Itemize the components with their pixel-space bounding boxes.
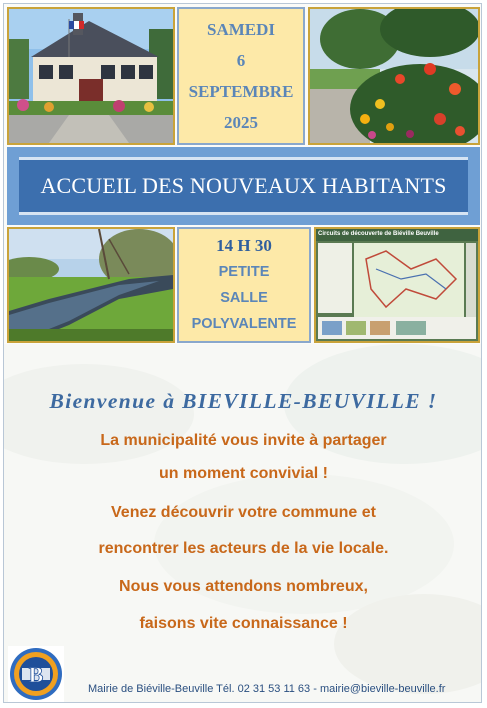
event-time: 14 H 30 [216,236,272,255]
date-day: 6 [236,51,246,70]
date-month: SEPTEMBRE [188,82,294,101]
map-panel-title: Circuits de découverte de Biéville Beuville [318,231,439,237]
logo-letter: B [28,662,44,687]
discovery-trail-map-photo [314,227,480,343]
message-line-1: La municipalité vous invite à partager [100,432,387,449]
venue-line-2: SALLE [220,290,268,306]
message-line-6: faisons vite connaissance ! [139,615,348,632]
venue-box [177,227,311,343]
date-year: 2025 [224,113,258,132]
message-line-3: Venez découvrir votre commune et [111,504,376,521]
venue-line-3: POLYVALENTE [191,316,297,332]
flower-bed-photo [308,7,480,145]
town-hall-photo [7,7,175,145]
river-photo [7,227,175,343]
welcome-heading: Bienvenue à BIEVILLE-BEUVILLE ! [49,389,438,413]
commune-logo [8,646,64,702]
banner-title: ACCUEIL DES NOUVEAUX HABITANTS [40,173,447,198]
message-line-2: un moment convivial ! [159,465,328,482]
date-day-name: SAMEDI [206,20,275,39]
poster [3,3,482,703]
message-line-4: rencontrer les acteurs de la vie locale. [98,540,389,557]
title-banner-inner [19,157,468,215]
message-line-5: Nous vous attendons nombreux, [119,578,368,595]
venue-line-1: PETITE [218,264,270,280]
footer-contact: Mairie de Biéville-Beuville Tél. 02 31 53 11 63 - mairie@bieville-beuville.fr [88,683,446,695]
date-box [177,7,305,145]
title-banner [7,147,480,225]
